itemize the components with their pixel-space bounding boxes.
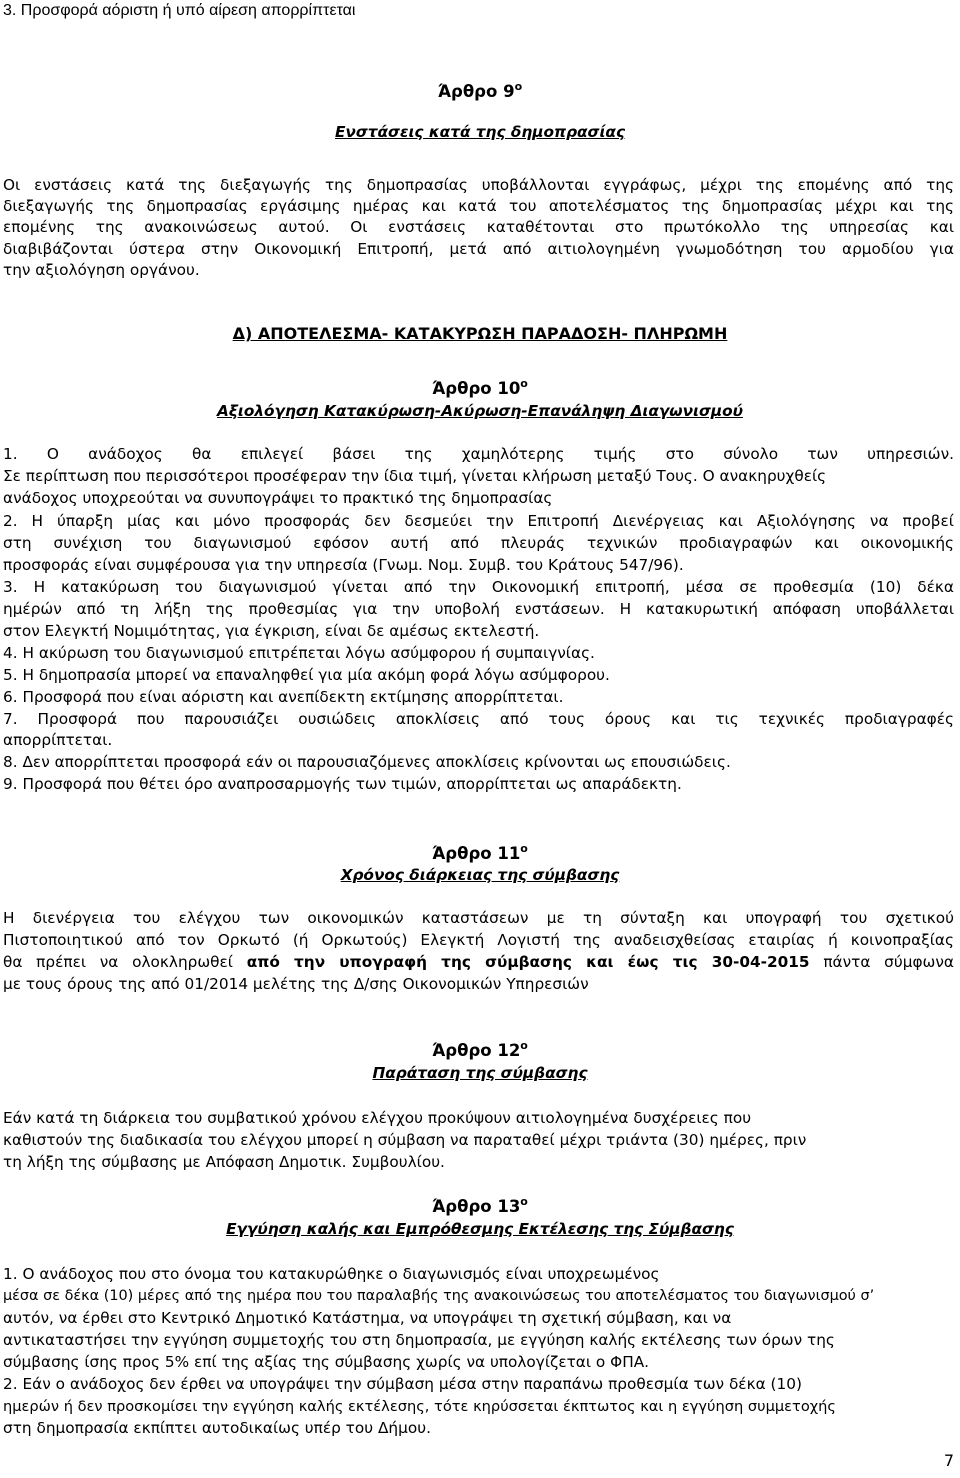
- article-11-heading: [0, 843, 960, 864]
- article-10-line: ημέρών από τη λήξη της προθεσμίας για την υποβολή ενστάσεων. Η κατακυρωτική απόφαση υποβάλλεται: [3, 600, 954, 618]
- article-10-line: 4. Η ακύρωση του διαγωνισμού επιτρέπεται λόγω ασύμφορου ή συμπαιγνίας.: [3, 644, 595, 662]
- article-10-line: στη συνέχιση του διαγωνισμού εφόσον αυτή από πλευράς τεχνικών προδιαγραφών και οικονομικής: [3, 534, 954, 552]
- article-12-line: καθιστούν της διαδικασία του ελέγχου μπορεί η σύμβαση να παραταθεί μέχρι τριάντα (30) ημέρες, πριν: [3, 1131, 807, 1149]
- article-10-line: στον Ελεγκτή Νομιμότητας, για έγκριση, είναι δε αμέσως εκτελεστή.: [3, 622, 540, 640]
- article-9-line: την αξιολόγηση οργάνου.: [3, 261, 200, 279]
- article-10-title: Άρθρο 10: [432, 379, 521, 398]
- article-11-sup: ο: [520, 842, 528, 855]
- article-12-line: Εάν κατά τη διάρκεια του συμβατικού χρόνου ελέγχου προκύψουν αιτιολογημένα δυσχέρειες που: [3, 1109, 752, 1127]
- article-13-sup: ο: [520, 1195, 528, 1208]
- article-13-line: 2. Εάν ο ανάδοχος δεν έρθει να υπογράψει την σύμβαση μέσα στην παραπάνω προθεσμία των δέκα (10): [3, 1375, 802, 1393]
- article-9-line: επομένης της ανακοινώσεως αυτού. Οι ενστάσεις καταθέτονται στο πρωτόκολλο της υπηρεσίας και: [3, 218, 954, 236]
- article-11-line: Πιστοποιητικού από τον Ορκωτό (ή Ορκωτούς) Ελεγκτή Λογιστή της αναδεισχθείσας εταιρίας ή κοινοπραξίας: [3, 931, 954, 949]
- article-13-line: σύμβασης ίσης προς 5% επί της αξίας της σύμβασης χωρίς να υπολογίζεται ο ΦΠΑ.: [3, 1353, 650, 1371]
- article-10-line: 1. Ο ανάδοχος θα επιλεγεί βάσει της χαμηλότερης τιμής στο σύνολο των υπηρεσιών.: [3, 445, 954, 463]
- article-12-sup: ο: [520, 1039, 528, 1052]
- article-10-subtitle: Αξιολόγηση Κατακύρωση-Ακύρωση-Επανάληψη Διαγωνισμού: [217, 402, 743, 420]
- article-10-heading: [0, 378, 960, 399]
- article-13-line: 1. Ο ανάδοχος που στο όνομα του κατακυρώθηκε ο διαγωνισμός είναι υποχρεωμένος: [3, 1265, 660, 1283]
- article-10-line: προσφοράς είναι συμφέρουσα για την υπηρεσία (Γνωμ. Νομ. Συμβ. του Κράτους 547/96).: [3, 556, 684, 574]
- article-11-text: θα πρέπει να ολοκληρωθεί: [3, 953, 247, 971]
- article-12-line: τη λήξη της σύμβασης με Απόφαση Δημοτικ. Συμβουλίου.: [3, 1153, 445, 1171]
- article-9-line: διαβιβάζονται ύστερα στην Οικονομική Επιτροπή, μετά από αιτιολογημένη γνωμοδότηση του αρμοδίου για: [3, 240, 954, 258]
- article-13-line: στη δημοπρασία εκπίπτει αυτοδικαίως υπέρ του Δήμου.: [3, 1419, 431, 1437]
- article-11-line-3: [3, 952, 954, 973]
- article-13-heading: [0, 1196, 960, 1217]
- article-10-line: ανάδοχος υποχρεούται να συνυπογράψει το πρακτικό της δημοπρασίας: [3, 489, 553, 507]
- item-3-line: 3. Προσφορά αόριστη ή υπό αίρεση απορρίπτεται: [3, 2, 356, 19]
- article-9-heading: [0, 81, 960, 102]
- article-13-line: αντικαταστήσει την εγγύηση συμμετοχής του στη δημοπρασία, με εγγύηση καλής εκτέλεσης των όρων της: [3, 1331, 835, 1349]
- article-10-line: 2. Η ύπαρξη μίας και μόνο προσφοράς δεν δεσμεύει την Επιτροπή Διενέργειας και Αξιολόγησης να προβεί: [3, 512, 954, 530]
- article-10-line: 3. Η κατακύρωση του διαγωνισμού γίνεται από την Οικονομική επιτροπή, μέσα σε προθεσμία (10) δέκα: [3, 578, 954, 596]
- article-10-line: Σε περίπτωση που περισσότεροι προσέφεραν την ίδια τιμή, γίνεται κλήρωση μεταξύ Τους. Ο ανακηρυχθείς: [3, 467, 827, 485]
- article-11-subtitle: Χρόνος διάρκειας της σύμβασης: [340, 866, 620, 884]
- article-13-line: ημερών ή δεν προσκομίσει την εγγύηση καλής εκτέλεσης, τότε κηρύσσεται έκπτωτος και η εγγύηση συμμετοχής: [3, 1398, 836, 1415]
- article-11-text: πάντα σύμφωνα: [809, 953, 954, 971]
- article-13-title: Άρθρο 13: [432, 1197, 521, 1216]
- article-10-line: απορρίπτεται.: [3, 731, 113, 749]
- article-12-heading: [0, 1040, 960, 1061]
- article-10-line: 5. Η δημοπρασία μπορεί να επαναληφθεί για μία ακόμη φορά λόγω ασύμφορου.: [3, 666, 610, 684]
- article-12-title: Άρθρο 12: [432, 1041, 521, 1060]
- article-13-line: μέσα σε δέκα (10) μέρες από της ημέρα που του παραλαβής της ανακοινώσεως του αποτελέσματος του διαγωνισμού σ’: [3, 1288, 875, 1304]
- article-10-sup: ο: [520, 377, 528, 390]
- article-11-line: με τους όρους της από 01/2014 μελέτης της Δ/σης Οικονομικών Υπηρεσιών: [3, 975, 589, 993]
- article-10-line: 9. Προσφορά που θέτει όρο αναπροσαρμογής των τιμών, απορρίπτεται ως απαράδεκτη.: [3, 775, 682, 793]
- article-9-line: Οι ενστάσεις κατά της διεξαγωγής της δημοπρασίας υποβάλλονται εγγράφως, μέχρι της επομένης από της: [3, 176, 954, 194]
- article-13-subtitle: Εγγύηση καλής και Εμπρόθεσμης Εκτέλεσης της Σύμβασης: [226, 1220, 734, 1238]
- section-d-heading: Δ) ΑΠΟΤΕΛΕΣΜΑ- ΚΑΤΑΚΥΡΩΣΗ ΠΑΡΑΔΟΣΗ- ΠΛΗΡΩΜΗ: [232, 324, 728, 343]
- article-13-line: αυτόν, να έρθει στο Κεντρικό Δημοτικό Κατάστημα, να υπογράψει τη σχετική σύμβαση, και να: [3, 1309, 732, 1327]
- page-number: 7: [943, 1451, 954, 1470]
- article-9-line: διεξαγωγής της δημοπρασίας εργάσιμης ημέρας και κατά του αποτελέσματος της δημοπρασίας μέχρι και της: [3, 197, 954, 215]
- article-10-line: 6. Προσφορά που είναι αόριστη και ανεπίδεκτη εκτίμησης απορρίπτεται.: [3, 688, 564, 706]
- article-9-sup: ο: [514, 80, 523, 93]
- article-9-title: Άρθρο 9: [437, 82, 515, 101]
- article-11-deadline: από την υπογραφή της σύμβασης και έως τις 30-04-2015: [246, 953, 810, 971]
- article-11-line: Η διενέργεια του ελέγχου των οικονομικών καταστάσεων με τη σύνταξη και υπογραφή του σχετικού: [3, 909, 954, 927]
- article-9-subtitle: Ενστάσεις κατά της δημοπρασίας: [334, 123, 626, 141]
- article-12-subtitle: Παράταση της σύμβασης: [372, 1064, 588, 1082]
- article-10-line: 7. Προσφορά που παρουσιάζει ουσιώδεις αποκλίσεις από τους όρους και τις τεχνικές προδιαγραφές: [3, 710, 954, 728]
- article-11-title: Άρθρο 11: [432, 844, 521, 863]
- article-10-line: 8. Δεν απορρίπτεται προσφορά εάν οι παρουσιαζόμενες αποκλίσεις κρίνονται ως επουσιώδεις.: [3, 753, 731, 771]
